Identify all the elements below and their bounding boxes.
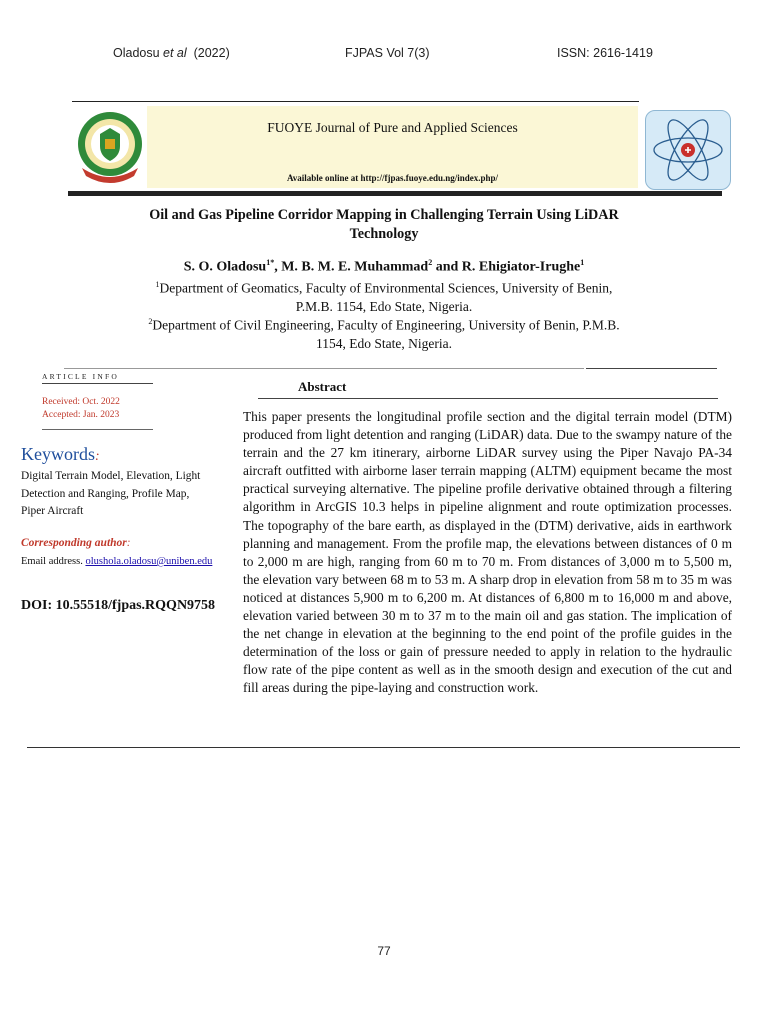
banner-top-rule: [72, 101, 639, 102]
section-rule-right: [586, 368, 717, 369]
journal-name: FUOYE Journal of Pure and Applied Sciences: [267, 120, 518, 135]
email-line: Email address. olushola.oladosu@uniben.edu: [21, 556, 213, 567]
abstract-bottom-rule: [27, 747, 740, 748]
article-info-label: ARTICLE INFO: [42, 372, 119, 381]
running-header-volume: FJPAS Vol 7(3): [345, 46, 430, 60]
abstract-rule: [258, 398, 718, 399]
keywords-heading: Keywords:: [21, 444, 100, 464]
corresponding-author-label: Corresponding author:: [21, 537, 131, 549]
abstract-text: This paper presents the longitudinal profile section and the digital terrain model (DTM) produced from light detention and ranging (LiDAR) data. Due to the swampy nature of the terrain and the 27 km itinerary, airborne LiDAR survey using the Piper Navajo PA-34 aircraft outfitted with airborne laser terrain mapping (ALTM) equipment became the most practical surveying alternative. The pipeline profile derivative obtained through a filtering algorithm in ArcGIS 10.3 helps in pipeline alignment and route optimization processes. The topography of the bare earth, as displayed in the (DTM) derivative, aids in earthwork planning and management. From the profile map, the elevations between distances of 0 m to 2,000 m are high, ranging from 60 m to 70 m. From distances of 3,000 m to 5,500 m, the elevation vary between 68 m to 53 m. A sharp drop in elevation from 58 m to 35 m was noticed at distances 5,900 m to 6,200 m. At distances of 6,800 m to 16,000 m and above, elevation varied between 30 m to 37 m to the main oil and gas station. The implication of the net change in elevation at the beginning to the end point of the profile guides in the determination of the loss or gain of pressure needed to apply in relation to the hydraulic flow rate of the pipe content as well as in the smooth design and execution of the cut and fill areas during the pipe-laying and construction work.: [243, 409, 732, 696]
keywords-list: Digital Terrain Model, Elevation, Light Detection and Ranging, Profile Map, Piper Aircraft: [21, 470, 201, 517]
received-date: Received: Oct. 2022: [42, 397, 120, 407]
running-header-issn: ISSN: 2616-1419: [557, 46, 653, 60]
section-rule: [64, 368, 584, 369]
doi[interactable]: DOI: 10.55518/fjpas.RQQN9758: [21, 598, 216, 613]
banner-bottom-rule: [68, 191, 722, 196]
atom-orbit-icon: [645, 110, 731, 190]
author-email-link[interactable]: olushola.oladosu@uniben.edu: [85, 556, 213, 567]
paper-title: Oil and Gas Pipeline Corridor Mapping in Challenging Terrain Using LiDAR Technology: [149, 207, 619, 242]
accepted-date: Accepted: Jan. 2023: [42, 410, 120, 420]
university-seal-icon: [72, 106, 147, 186]
page-number: 77: [377, 944, 391, 958]
affiliation-2: $^2$Department of Civil Engineering, Faculty of Engineering, University of Benin, P.M.B. 1154, Edo State, Nigeria.: [148, 317, 620, 351]
dates-rule: [42, 429, 153, 430]
article-info-rule: [42, 383, 153, 384]
author-list: S. O. Oladosu$^{1*}$, M. B. M. E. Muhammad$^2$ and R. Ehigiator-Irughe$^1$: [183, 258, 585, 275]
affiliation-1: $^1$Department of Geomatics, Faculty of Environmental Sciences, University of Benin, P.M.B. 1154, Edo State, Nigeria.: [155, 280, 613, 314]
abstract-heading: Abstract: [298, 379, 347, 394]
running-header-author: Oladosu et al (2022): [113, 46, 230, 60]
journal-availability: Available online at http://fjpas.fuoye.edu.ng/index.php/: [286, 173, 499, 183]
